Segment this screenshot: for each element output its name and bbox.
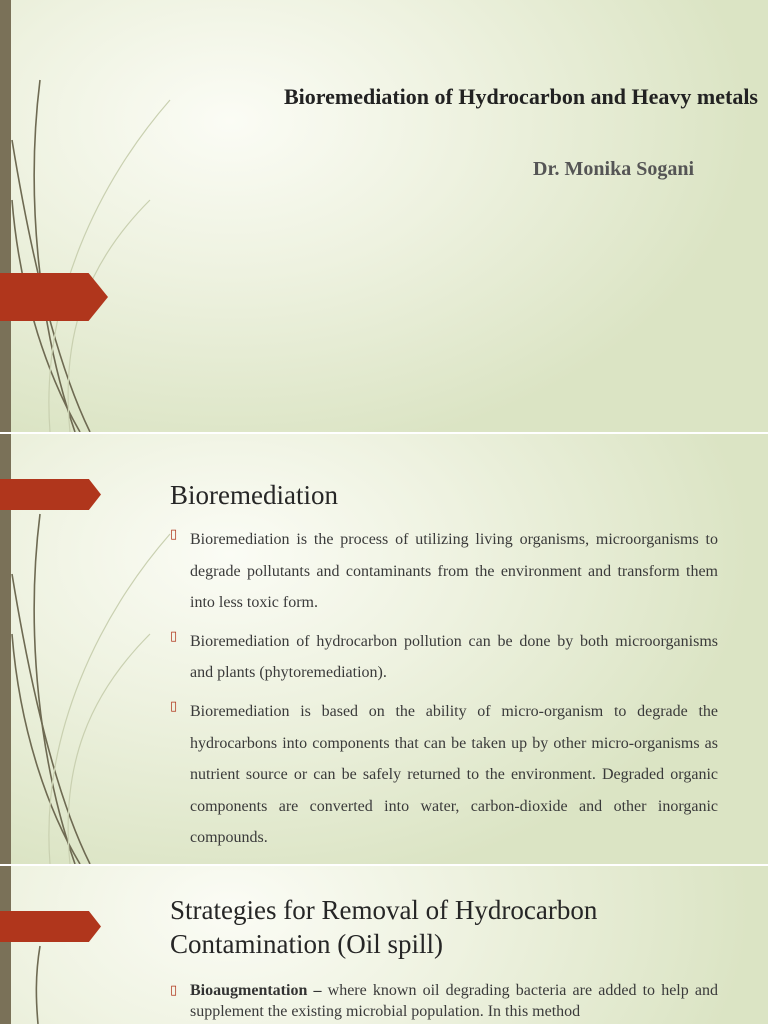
decorative-curves — [0, 0, 200, 432]
slide-title: Bioremediation of Hydrocarbon and Heavy metals — [283, 84, 758, 109]
bioremediation-slide — [0, 434, 768, 864]
bullet-list — [170, 524, 718, 861]
list-item: ▯ Bioaugmentation – where known oil degrading bacteria are added to help and supplement the existing microbial population. In this method — [170, 982, 718, 1020]
slide-heading: Strategies for Removal of Hydrocarbon Contamination (Oil spill) — [170, 895, 598, 959]
accent-arrow — [0, 479, 101, 510]
bullet-icon: ▯ — [170, 527, 178, 542]
accent-arrow — [0, 911, 101, 942]
bullet-icon: ▯ — [170, 983, 178, 998]
list-item: ▯ Bioremediation is the process of utilizing living organisms, microorganisms to degrade pollutants and contaminants from the environment and transform them into less toxic form. — [170, 524, 718, 619]
bullet-icon: ▯ — [170, 698, 178, 714]
slide-heading: Bioremediation — [170, 480, 338, 510]
list-item: ▯ Bioremediation is based on the ability of micro-organism to degrade the hydrocarbons into components that can be taken up by other micro-organisms as nutrient source or can be safely returned to the environment. Degraded organic components are converted into water, carbon-dioxide and other inorganic compounds. — [170, 696, 718, 854]
list-item: ▯ Bioremediation of hydrocarbon pollution can be done by both microorganisms and plants (phytoremediation). — [170, 626, 718, 689]
bullet-list — [170, 980, 718, 1024]
author-name: Dr. Monika Sogani — [533, 158, 694, 180]
accent-arrow — [0, 273, 108, 321]
title-slide — [0, 0, 768, 432]
strategies-slide — [0, 866, 768, 1024]
bullet-icon: ▯ — [170, 628, 178, 644]
term: Bioaugmentation – — [190, 982, 322, 999]
